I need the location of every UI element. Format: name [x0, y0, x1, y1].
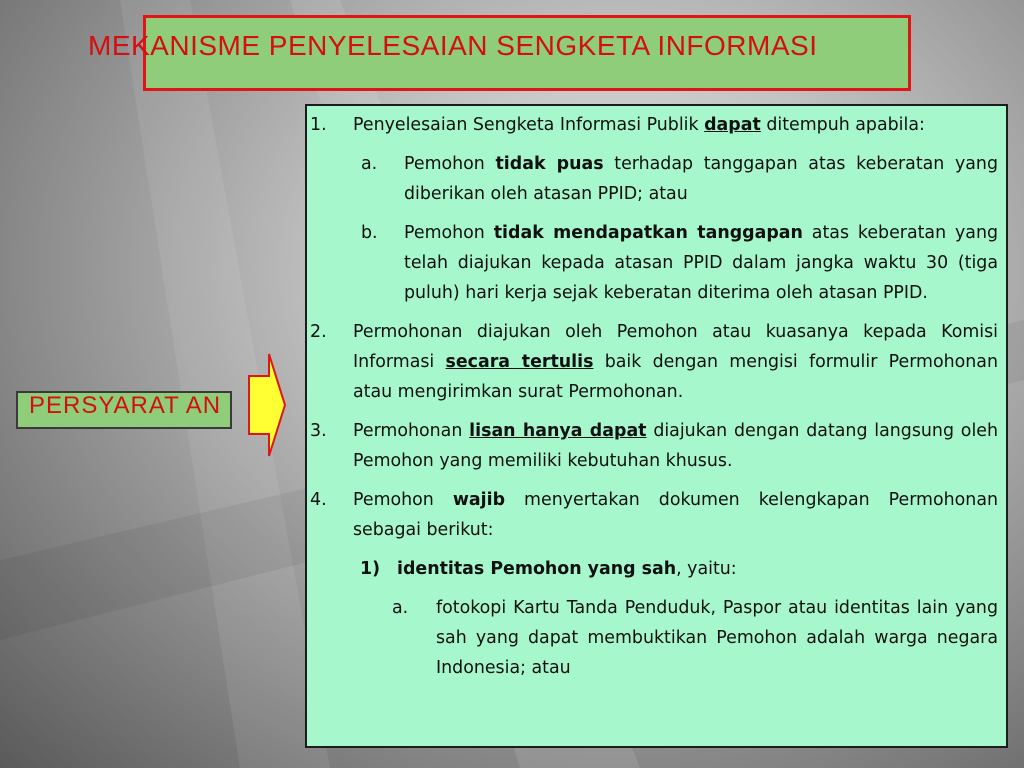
- item-text: Permohonan: [353, 421, 470, 441]
- item-text: Pemohon: [353, 490, 453, 510]
- list-subitem-1b: [361, 218, 998, 308]
- item-text: menyertakan dokumen kelengkapan Permohonan sebagai berikut:: [353, 490, 998, 540]
- list-item-2: [310, 317, 998, 407]
- list-letter: a.: [392, 598, 409, 618]
- item-emphasis: wajib: [452, 490, 506, 510]
- item-emphasis: tidak mendapatkan tanggapan: [493, 223, 803, 243]
- item-emphasis: dapat: [704, 115, 761, 135]
- item-text: Permohonan diajukan oleh Pemohon atau kuasanya kepada Komisi Informasi: [353, 322, 998, 372]
- item-text: terhadap tanggapan atas keberatan yang diberikan oleh atasan PPID; atau: [404, 154, 998, 204]
- list-number: 1.: [310, 115, 327, 135]
- item-text: Pemohon: [404, 223, 494, 243]
- item-emphasis: secara tertulis: [445, 352, 594, 372]
- item-text: Penyelesaian Sengketa Informasi Publik: [353, 115, 705, 135]
- item-text: diajukan dengan datang langsung oleh Pemohon yang memiliki kebutuhan khusus.: [353, 421, 998, 471]
- item-text: fotokopi Kartu Tanda Penduduk, Paspor atau identitas lain yang sah yang dapat membuktikan Pemohon adalah warga negara Indonesia; atau: [436, 598, 998, 678]
- list-subsubitem-a: [392, 593, 998, 683]
- item-emphasis: identitas Pemohon yang sah: [397, 559, 677, 579]
- item-text: baik dengan mengisi formulir Permohonan atau mengirimkan surat Permohonan.: [353, 352, 998, 402]
- list-subheading-identity: [360, 554, 998, 584]
- list-number: 1): [360, 559, 381, 579]
- list-number: 2.: [310, 322, 327, 342]
- list-item-1: [310, 110, 998, 140]
- item-emphasis: lisan hanya dapat: [469, 421, 647, 441]
- list-letter: a.: [361, 154, 378, 174]
- content-list: [310, 110, 998, 692]
- list-subitem-1a: [361, 149, 998, 209]
- list-item-3: [310, 416, 998, 476]
- slide-title: MEKANISME PENYELESAIAN SENGKETA INFORMASI: [88, 30, 818, 61]
- list-item-4: [310, 485, 998, 545]
- item-text: atas keberatan yang telah diajukan kepada atasan PPID dalam jangka waktu 30 (tiga puluh) hari kerja sejak keberatan diterima oleh atasan PPID.: [404, 223, 999, 303]
- list-letter: b.: [361, 223, 378, 243]
- list-number: 3.: [310, 421, 327, 441]
- list-number: 4.: [310, 490, 327, 510]
- item-text: Pemohon: [404, 154, 496, 174]
- item-emphasis: tidak puas: [495, 154, 604, 174]
- item-text: ditempuh apabila:: [760, 115, 925, 135]
- right-arrow-icon: [247, 352, 287, 458]
- item-text: , yaitu:: [676, 559, 737, 579]
- persyaratan-label: PERSYARAT AN: [28, 392, 222, 419]
